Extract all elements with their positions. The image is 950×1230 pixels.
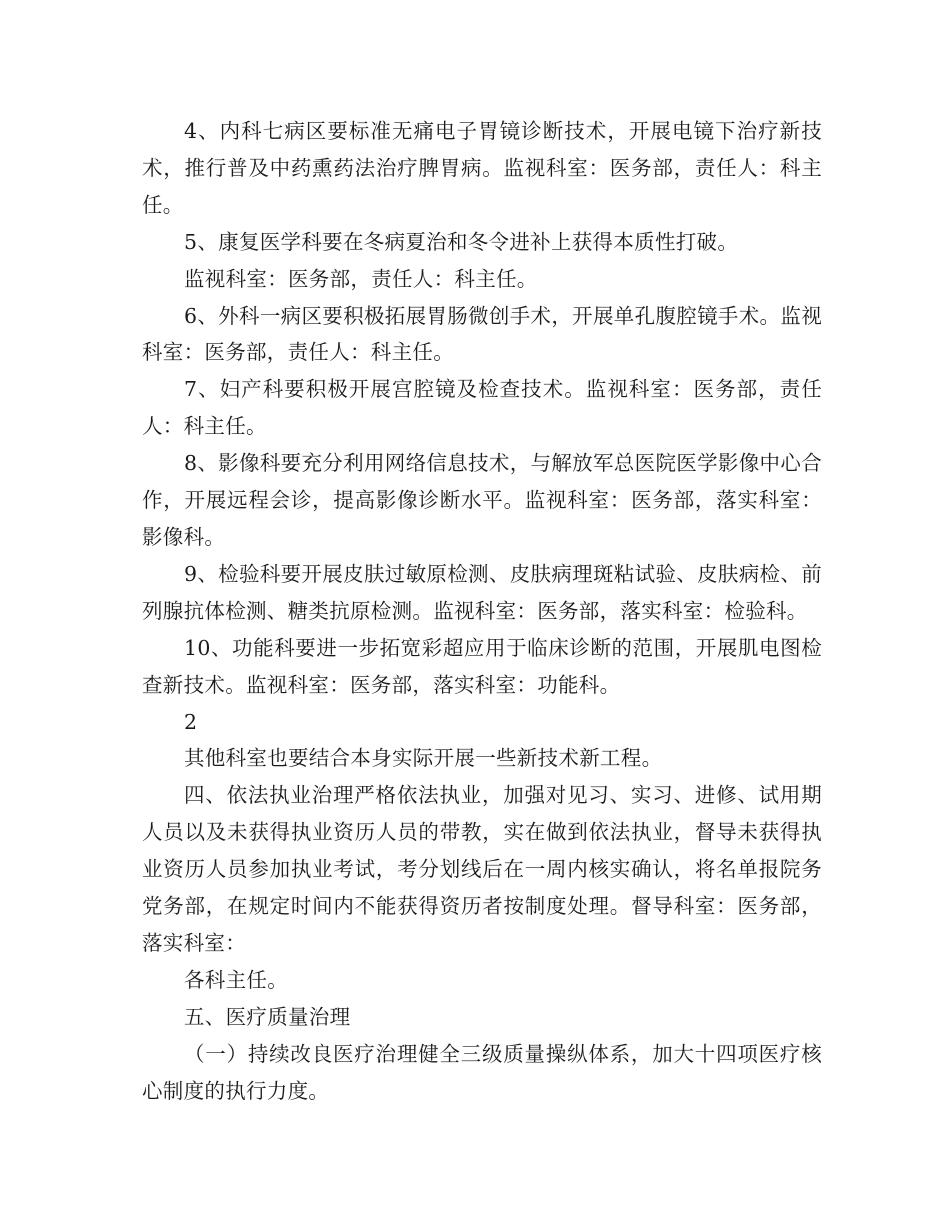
paragraph-subsection-one: （一）持续改良医疗治理健全三级质量操纵体系，加大十四项医疗核心制度的执行力度。 [142,1041,822,1103]
paragraph-item-4: 4、内科七病区要标准无痛电子胃镜诊断技术，开展电镜下治疗新技术，推行普及中药熏药法治疗脾胃病。监视科室：医务部，责任人：科主任。 [142,119,822,217]
paragraph-department-heads: 各科主任。 [184,967,288,992]
paragraph-supervision-5: 监视科室：医务部，责任人：科主任。 [184,266,538,291]
paragraph-item-7: 7、妇产科要积极开展宫腔镜及检查技术。监视科室：医务部，责任人：科主任。 [142,377,822,439]
paragraph-item-6: 6、外科一病区要积极拓展胃肠微创手术，开展单孔腹腔镜手术。监视科室：医务部，责任人：科主任。 [142,303,822,365]
paragraph-item-5: 5、康复医学科要在冬病夏治和冬令进补上获得本质性打破。 [184,229,739,254]
paragraph-item-10: 10、功能科要进一步拓宽彩超应用于临床诊断的范围，开展肌电图检查新技术。监视科室：医务部，落实科室：功能科。 [142,635,822,697]
paragraph-item-9: 9、检验科要开展皮肤过敏原检测、皮肤病理斑粘试验、皮肤病检、前列腺抗体检测、糖类抗原检测。监视科室：医务部，落实科室：检验科。 [142,561,822,623]
paragraph-item-8: 8、影像科要充分利用网络信息技术，与解放军总医院医学影像中心合作，开展远程会诊，提高影像诊断水平。监视科室：医务部，落实科室：影像科。 [142,451,822,549]
document-body [142,113,822,1109]
section-heading-five: 五、医疗质量治理 [184,1004,351,1029]
paragraph-other-departments: 其他科室也要结合本身实际开展一些新技术新工程。 [184,746,663,771]
paragraph-section-four: 四、依法执业治理严格依法执业，加强对见习、实习、进修、试用期人员以及未获得执业资历人员的带教，实在做到依法执业，督导未获得执业资历人员参加执业考试，考分划线后在一周内核实确认，将名单报院务党务部，在规定时间内不能获得资历者按制度处理。督导科室：医务部，落实科室： [142,783,822,955]
page-number: 2 [184,709,198,734]
